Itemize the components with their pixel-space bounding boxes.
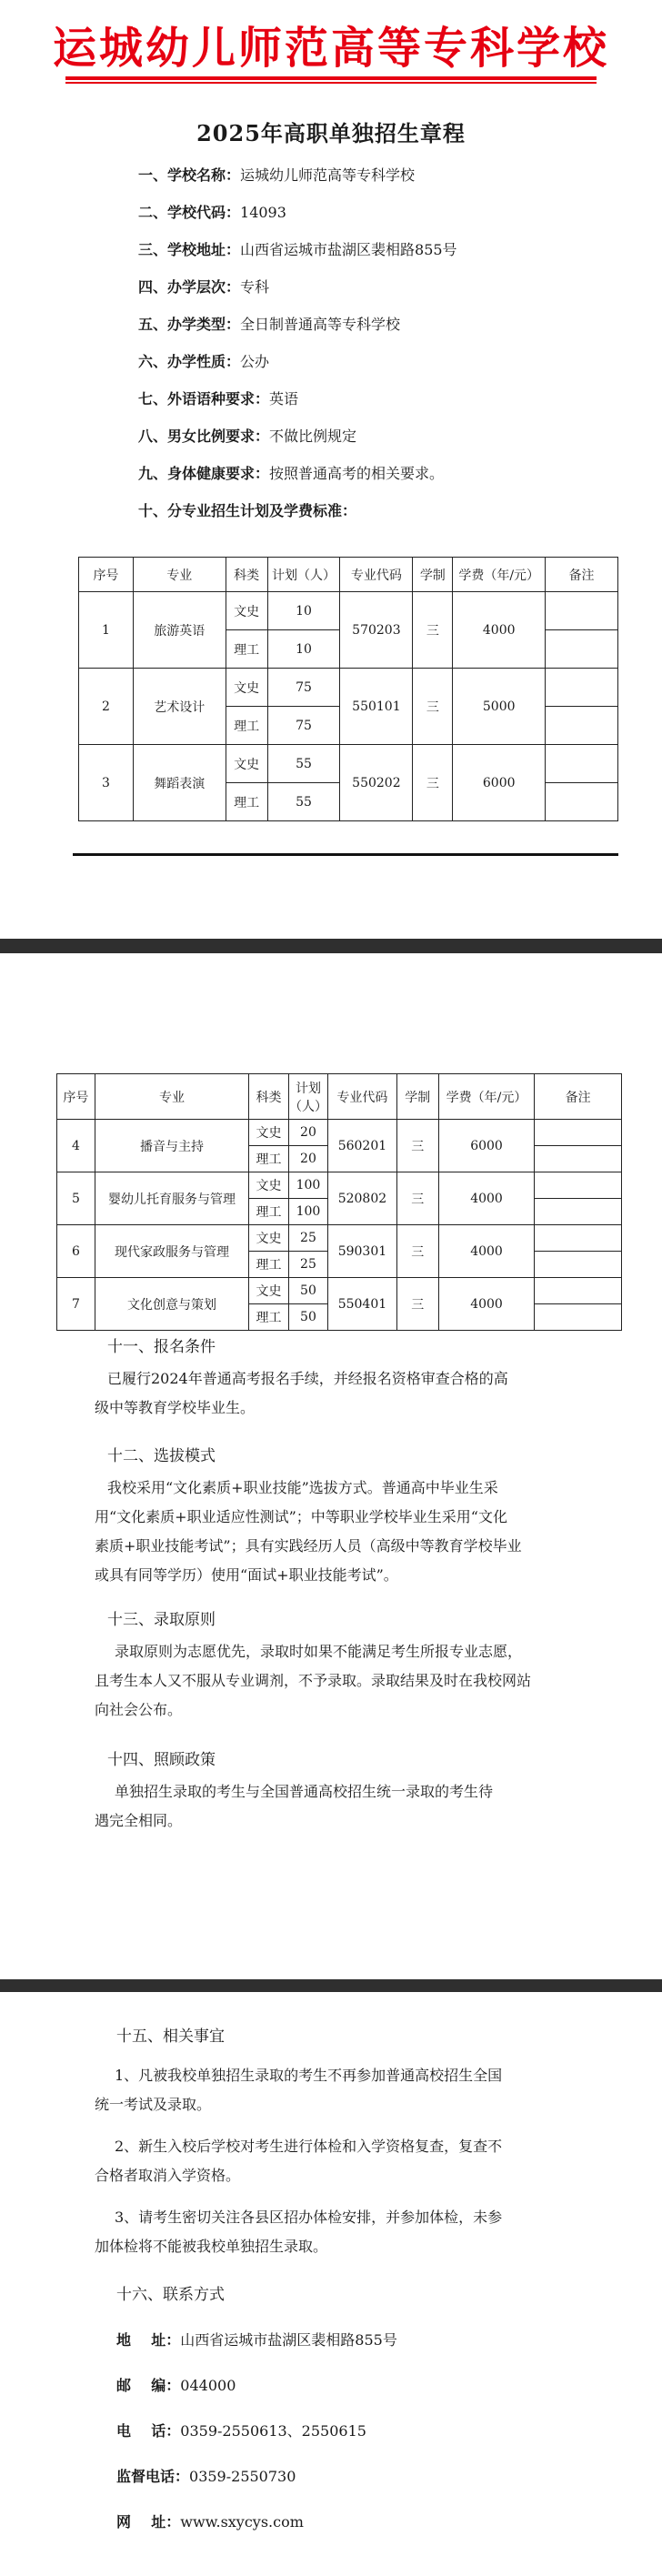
cell-major: 婴幼儿托育服务与管理 [95, 1172, 248, 1225]
section-11-title: 十一、报名条件 [107, 1338, 216, 1356]
basic-info-line: 七、外语语种要求：英语 [138, 390, 299, 408]
col-header: 专业 [133, 558, 226, 592]
col-header: 学费（年/元） [438, 1074, 535, 1120]
cell-subject: 理工 [226, 783, 267, 821]
cell-note [546, 745, 618, 783]
cell-years: 三 [396, 1120, 438, 1172]
section-12-title: 十二、选拔模式 [107, 1447, 216, 1465]
col-header: 科类 [226, 558, 267, 592]
cell-fee: 6000 [453, 745, 546, 821]
cell-plan: 10 [267, 630, 340, 669]
cell-fee: 4000 [438, 1225, 535, 1278]
cell-note [546, 669, 618, 707]
cell-note [546, 783, 618, 821]
cell-years: 三 [396, 1225, 438, 1278]
table-row [57, 1172, 622, 1199]
page-1 [0, 0, 662, 939]
cell-fee: 6000 [438, 1120, 535, 1172]
cell-code: 590301 [327, 1225, 396, 1278]
cell-years: 三 [413, 592, 453, 669]
cell-major: 艺术设计 [133, 669, 226, 745]
page-bottom-rule [73, 853, 618, 856]
col-header: 专业 [95, 1074, 248, 1120]
cell-code: 520802 [327, 1172, 396, 1225]
cell-subject: 文史 [226, 669, 267, 707]
cell-note [535, 1252, 622, 1278]
cell-plan: 100 [288, 1172, 327, 1199]
cell-no: 6 [57, 1225, 95, 1278]
cell-subject: 理工 [226, 707, 267, 745]
col-header: 专业代码 [340, 558, 413, 592]
cell-fee: 4000 [453, 592, 546, 669]
cell-code: 550202 [340, 745, 413, 821]
cell-note [535, 1225, 622, 1252]
basic-info-line: 三、学校地址：山西省运城市盐湖区裴相路855号 [138, 241, 457, 258]
contact-supervision-phone: 监督电话：0359-2550730 [116, 2468, 296, 2485]
cell-major: 旅游英语 [133, 592, 226, 669]
school-name-banner: 运城幼儿师范高等专科学校 [52, 23, 609, 74]
cell-subject: 理工 [249, 1199, 289, 1225]
enrollment-table-1 [78, 557, 618, 821]
page-separator [0, 1979, 662, 1992]
enrollment-table-2 [56, 1073, 622, 1331]
cell-years: 三 [396, 1278, 438, 1331]
cell-plan: 25 [288, 1252, 327, 1278]
table-row [79, 592, 618, 630]
section-16-title: 十六、联系方式 [116, 2286, 225, 2304]
cell-code: 560201 [327, 1120, 396, 1172]
cell-no: 4 [57, 1120, 95, 1172]
section-15-item: 3、请考生密切关注各县区招办体检安排，并参加体检，未参 加体检将不能被我校单独招生录取。 [95, 2209, 503, 2255]
cell-no: 7 [57, 1278, 95, 1331]
cell-note [535, 1172, 622, 1199]
col-header: 序号 [79, 558, 134, 592]
cell-subject: 文史 [226, 745, 267, 783]
table-header-row [57, 1074, 622, 1120]
cell-plan: 20 [288, 1120, 327, 1146]
cell-subject: 理工 [249, 1304, 289, 1331]
page-3 [0, 1992, 662, 2576]
cell-subject: 理工 [226, 630, 267, 669]
cell-no: 1 [79, 592, 134, 669]
table-row [79, 669, 618, 707]
section-11-body: 已履行2024年普通高考报名手续，并经报名资格审查合格的高 级中等教育学校毕业生。 [95, 1370, 508, 1416]
cell-fee: 4000 [438, 1172, 535, 1225]
cell-note [546, 630, 618, 669]
cell-note [535, 1199, 622, 1225]
basic-info-line: 六、办学性质：公办 [138, 353, 270, 370]
cell-plan: 10 [267, 592, 340, 630]
table-row [79, 745, 618, 783]
col-header: 备注 [546, 558, 618, 592]
red-rule-top [65, 76, 597, 80]
table-header-row [79, 558, 618, 592]
basic-info-line: 八、男女比例要求：不做比例规定 [138, 428, 357, 445]
document-title: 2025年高职单独招生章程 [196, 120, 466, 146]
cell-plan: 75 [267, 707, 340, 745]
col-header: 学费（年/元） [453, 558, 546, 592]
cell-major: 文化创意与策划 [95, 1278, 248, 1331]
cell-fee: 5000 [453, 669, 546, 745]
col-header: 计划（人） [288, 1074, 327, 1120]
cell-major: 现代家政服务与管理 [95, 1225, 248, 1278]
contact-website: 网 址：www.sxycys.com [116, 2513, 304, 2531]
cell-note [546, 707, 618, 745]
section-13-title: 十三、录取原则 [107, 1611, 216, 1629]
cell-note [535, 1146, 622, 1172]
basic-info-line: 二、学校代码：14093 [138, 204, 286, 221]
cell-code: 550401 [327, 1278, 396, 1331]
cell-no: 5 [57, 1172, 95, 1225]
cell-fee: 4000 [438, 1278, 535, 1331]
cell-years: 三 [413, 745, 453, 821]
cell-years: 三 [413, 669, 453, 745]
cell-subject: 理工 [249, 1146, 289, 1172]
cell-note [535, 1304, 622, 1331]
cell-subject: 文史 [249, 1172, 289, 1199]
section-15-title: 十五、相关事宜 [116, 2028, 225, 2046]
cell-subject: 文史 [249, 1120, 289, 1146]
cell-code: 550101 [340, 669, 413, 745]
contact-postcode: 邮 编：044000 [116, 2377, 236, 2394]
cell-subject: 文史 [249, 1278, 289, 1304]
table-row [57, 1120, 622, 1146]
basic-info-line: 五、办学类型：全日制普通高等专科学校 [138, 316, 401, 333]
red-rule-bottom [65, 82, 597, 84]
col-header: 学制 [396, 1074, 438, 1120]
cell-plan: 100 [288, 1199, 327, 1225]
col-header: 序号 [57, 1074, 95, 1120]
section-13-body: 录取原则为志愿优先，录取时如果不能满足考生所报专业志愿， 且考生本人又不服从专业调剂，不予录取。录取结果及时在我校网站 向社会公布。 [95, 1643, 532, 1718]
section-12-body: 我校采用“文化素质+职业技能”选拔方式。普通高中毕业生采 用“文化素质+职业适应性测试”；中等职业学校毕业生采用“文化 素质+职业技能考试”；具有实践经历人员（高级中等教育学校毕业 或具有同等学历）使用“面试+职业技能考试”。 [95, 1479, 522, 1584]
cell-note [535, 1278, 622, 1304]
cell-major: 舞蹈表演 [133, 745, 226, 821]
cell-subject: 文史 [226, 592, 267, 630]
col-header: 专业代码 [327, 1074, 396, 1120]
cell-subject: 理工 [249, 1252, 289, 1278]
col-header: 学制 [413, 558, 453, 592]
section-15-item: 2、新生入校后学校对考生进行体检和入学资格复查，复查不 合格者取消入学资格。 [95, 2138, 503, 2184]
contact-address: 地 址：山西省运城市盐湖区裴相路855号 [116, 2331, 397, 2349]
cell-plan: 20 [288, 1146, 327, 1172]
cell-plan: 50 [288, 1304, 327, 1331]
basic-info-line: 十、分专业招生计划及学费标准： [138, 502, 357, 519]
table-row [57, 1278, 622, 1304]
page-2 [0, 953, 662, 1979]
section-14-title: 十四、照顾政策 [107, 1751, 216, 1769]
basic-info-line: 四、办学层次：专科 [138, 278, 270, 296]
cell-plan: 50 [288, 1278, 327, 1304]
cell-note [535, 1120, 622, 1146]
col-header: 科类 [249, 1074, 289, 1120]
cell-plan: 75 [267, 669, 340, 707]
cell-subject: 文史 [249, 1225, 289, 1252]
cell-plan: 55 [267, 745, 340, 783]
cell-plan: 55 [267, 783, 340, 821]
basic-info-line: 一、学校名称：运城幼儿师范高等专科学校 [138, 166, 416, 184]
basic-info-line: 九、身体健康要求：按照普通高考的相关要求。 [138, 465, 445, 482]
table-row [57, 1225, 622, 1252]
page-separator [0, 939, 662, 953]
section-15-item: 1、凡被我校单独招生录取的考生不再参加普通高校招生全国 统一考试及录取。 [95, 2067, 503, 2113]
cell-years: 三 [396, 1172, 438, 1225]
cell-no: 2 [79, 669, 134, 745]
col-header: 备注 [535, 1074, 622, 1120]
cell-note [546, 592, 618, 630]
cell-code: 570203 [340, 592, 413, 669]
cell-no: 3 [79, 745, 134, 821]
section-14-body: 单独招生录取的考生与全国普通高校招生统一录取的考生待 遇完全相同。 [95, 1783, 494, 1829]
cell-major: 播音与主持 [95, 1120, 248, 1172]
contact-phone: 电 话：0359-2550613、2550615 [116, 2422, 366, 2440]
cell-plan: 25 [288, 1225, 327, 1252]
col-header: 计划（人） [267, 558, 340, 592]
